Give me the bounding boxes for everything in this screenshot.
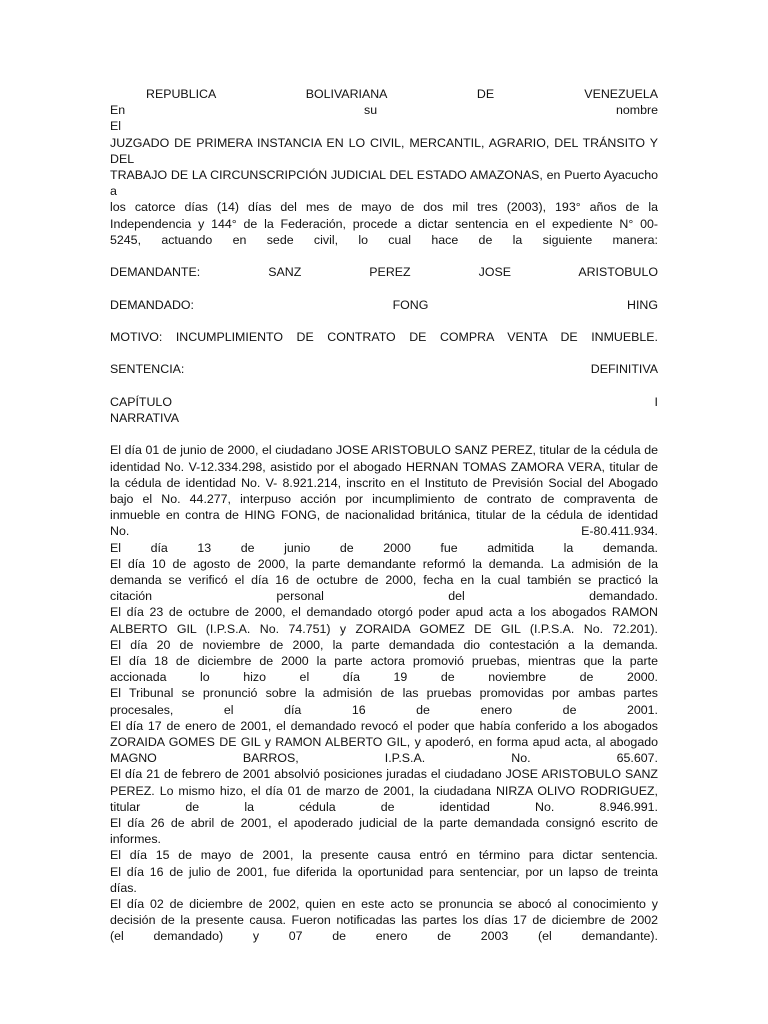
blank-line	[110, 378, 658, 394]
text-line: REPUBLICA BOLIVARIANA DE VENEZUELA	[146, 87, 658, 101]
text-line: El	[110, 119, 122, 134]
text-line: En su nombre	[110, 103, 658, 118]
text-line: ALBERTO GIL (I.P.S.A. No. 74.751) y ZORAIDA GOMEZ DE GIL (I.P.S.A. No. 72.201).	[110, 621, 658, 636]
text-line: El Tribunal se pronunció sobre la admisión de las pruebas promovidas por ambas partes	[110, 686, 658, 701]
text-line: accionada lo hizo el día 19 de noviembre de 2000.	[110, 670, 658, 685]
text-line: Independencia y 144° de la Federación, procede a dictar sentencia en el expediente N° 00-	[110, 216, 658, 231]
blank-line	[110, 313, 658, 329]
text-line: días.	[110, 880, 137, 895]
text-line: identidad No. V-12.334.298, asistido por el abogado HERNAN TOMAS ZAMORA VERA, titular de	[110, 459, 658, 474]
text-line: citación personal del demandado.	[110, 589, 658, 604]
text-line: demanda se verificó el día 16 de octubre de 2000, fecha en la cual también se practicó la	[110, 573, 658, 587]
text-line: El día 13 de junio de 2000 fue admitida la demanda.	[110, 540, 658, 555]
blank-line	[110, 345, 658, 361]
text-line: El día 26 de abril de 2001, el apoderado judicial de la parte demandada consignó escrito de	[110, 816, 658, 831]
text-line: titular de la cédula de identidad No. 8.946.991.	[110, 799, 658, 814]
text-line: bajo el No. 44.277, interpuso acción por incumplimiento de contrato de compraventa de	[110, 491, 658, 506]
text-line: El día 16 de julio de 2001, fue diferida la oportunidad para sentenciar, por un lapso de treinta	[110, 864, 658, 879]
text-line: El día 17 de enero de 2001, el demandado revocó el poder que había conferido a los abogados	[110, 718, 658, 733]
text-line: los catorce días (14) días del mes de mayo de dos mil tres (2003), 193° años de la	[110, 200, 658, 215]
text-line: SENTENCIA: DEFINITIVA	[110, 362, 658, 377]
text-line: DEMANDANTE: SANZ PEREZ JOSE ARISTOBULO	[110, 265, 658, 280]
text-line: CAPÍTULO I	[110, 394, 658, 409]
text-line: DEMANDADO: FONG HING	[110, 297, 658, 312]
text-line: El día 15 de mayo de 2001, la presente causa entró en término para dictar sentencia.	[110, 848, 658, 863]
blank-line	[110, 426, 658, 442]
text-line: ZORAIDA GOMES DE GIL y RAMON ALBERTO GIL, y apoderó, en forma apud acta, al abogado	[110, 735, 658, 750]
text-line: la cédula de identidad No. V- 8.921.214, inscrito en el Instituto de Previsión Social del Abogado	[110, 475, 658, 490]
text-line: informes.	[110, 832, 161, 847]
text-line: procesales, el día 16 de enero de 2001.	[110, 702, 658, 717]
text-line: JUZGADO DE PRIMERA INSTANCIA EN LO CIVIL, MERCANTIL, AGRARIO, DEL TRÁNSITO Y DEL	[110, 135, 658, 166]
blank-line	[110, 248, 658, 264]
text-line: MOTIVO: INCUMPLIMIENTO DE CONTRATO DE COMPRA VENTA DE INMUEBLE.	[110, 330, 658, 344]
text-line: El día 20 de noviembre de 2000, la parte demandada dio contestación a la demanda.	[110, 637, 658, 652]
blank-line	[110, 280, 658, 296]
text-line: decisión de la presente causa. Fueron notificadas las partes los días 17 de diciembre de 2002	[110, 913, 658, 928]
text-line: NARRATIVA	[110, 410, 180, 425]
text-line: El día 01 de junio de 2000, el ciudadano JOSE ARISTOBULO SANZ PEREZ, titular de la cédula de	[110, 443, 658, 458]
text-line: TRABAJO DE LA CIRCUNSCRIPCIÓN JUDICIAL DEL ESTADO AMAZONAS, en Puerto Ayacucho a	[110, 168, 658, 199]
text-line: MAGNO BARROS, I.P.S.A. No. 65.607.	[110, 751, 658, 766]
text-line: El día 23 de octubre de 2000, el demandado otorgó poder apud acta a los abogados RAMON	[110, 605, 658, 620]
text-line: PEREZ. Lo mismo hizo, el día 01 de marzo de 2001, la ciudadana NIRZA OLIVO RODRIGUEZ,	[110, 783, 658, 798]
text-line: El día 21 de febrero de 2001 absolvió posiciones juradas el ciudadano JOSE ARISTOBULO SANZ	[110, 767, 658, 782]
text-line: No. E-80.411.934.	[110, 524, 658, 539]
text-line: (el demandado) y 07 de enero de 2003 (el demandante).	[110, 929, 658, 944]
text-line: El día 10 de agosto de 2000, la parte demandante reformó la demanda. La admisión de la	[110, 556, 658, 571]
text-line: 5245, actuando en sede civil, lo cual hace de la siguiente manera:	[110, 232, 658, 247]
text-line: El día 18 de diciembre de 2000 la parte actora promovió pruebas, mientras que la parte	[110, 654, 658, 669]
text-line: inmueble en contra de HING FONG, de nacionalidad británica, titular de la cédula de identidad	[110, 508, 658, 523]
text-line: El día 02 de diciembre de 2002, quien en este acto se pronuncia se abocó al conocimiento y	[110, 897, 658, 912]
document-page	[110, 86, 658, 945]
